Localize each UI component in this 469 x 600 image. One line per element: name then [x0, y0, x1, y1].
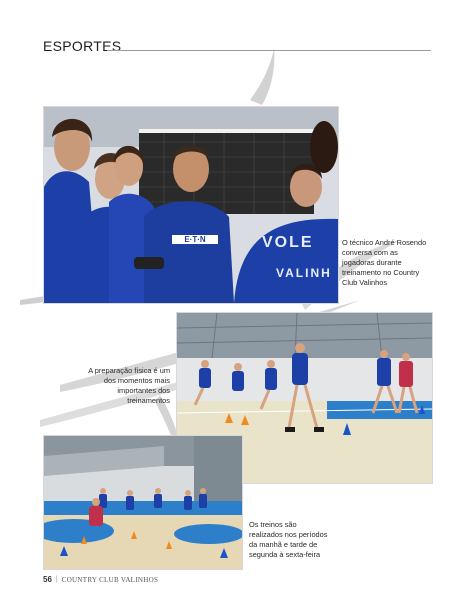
publication-name: COUNTRY CLUB VALINHOS	[61, 575, 159, 584]
caption-coach: O técnico André Rosendo conversa com as jogadoras durante treinamento no Country Club Valinhos	[342, 238, 427, 287]
chest-logo-text: E·T·N	[184, 235, 206, 244]
photo-coach-talking-image	[44, 107, 338, 303]
caption-training-schedule: Os treinos são realizados nos períodos da manhã e tarde de segunda à sexta-feira	[249, 520, 328, 559]
page-footer	[43, 575, 158, 584]
footer-separator: |	[55, 576, 58, 583]
jersey-text-volei: VOLE	[262, 234, 314, 251]
jersey-text-valinhos: VALINH	[276, 266, 332, 280]
page-number: 56	[43, 575, 52, 584]
section-title: ESPORTES	[43, 38, 122, 54]
photo-court-drills-image	[44, 436, 242, 569]
section-header	[43, 38, 431, 58]
photo-court-drills	[43, 435, 243, 570]
caption-physical-prep: A preparação física é um dos momentos mais importantes dos treinamentos	[88, 366, 170, 405]
photo-coach-talking	[43, 106, 339, 304]
header-rule	[107, 50, 431, 51]
